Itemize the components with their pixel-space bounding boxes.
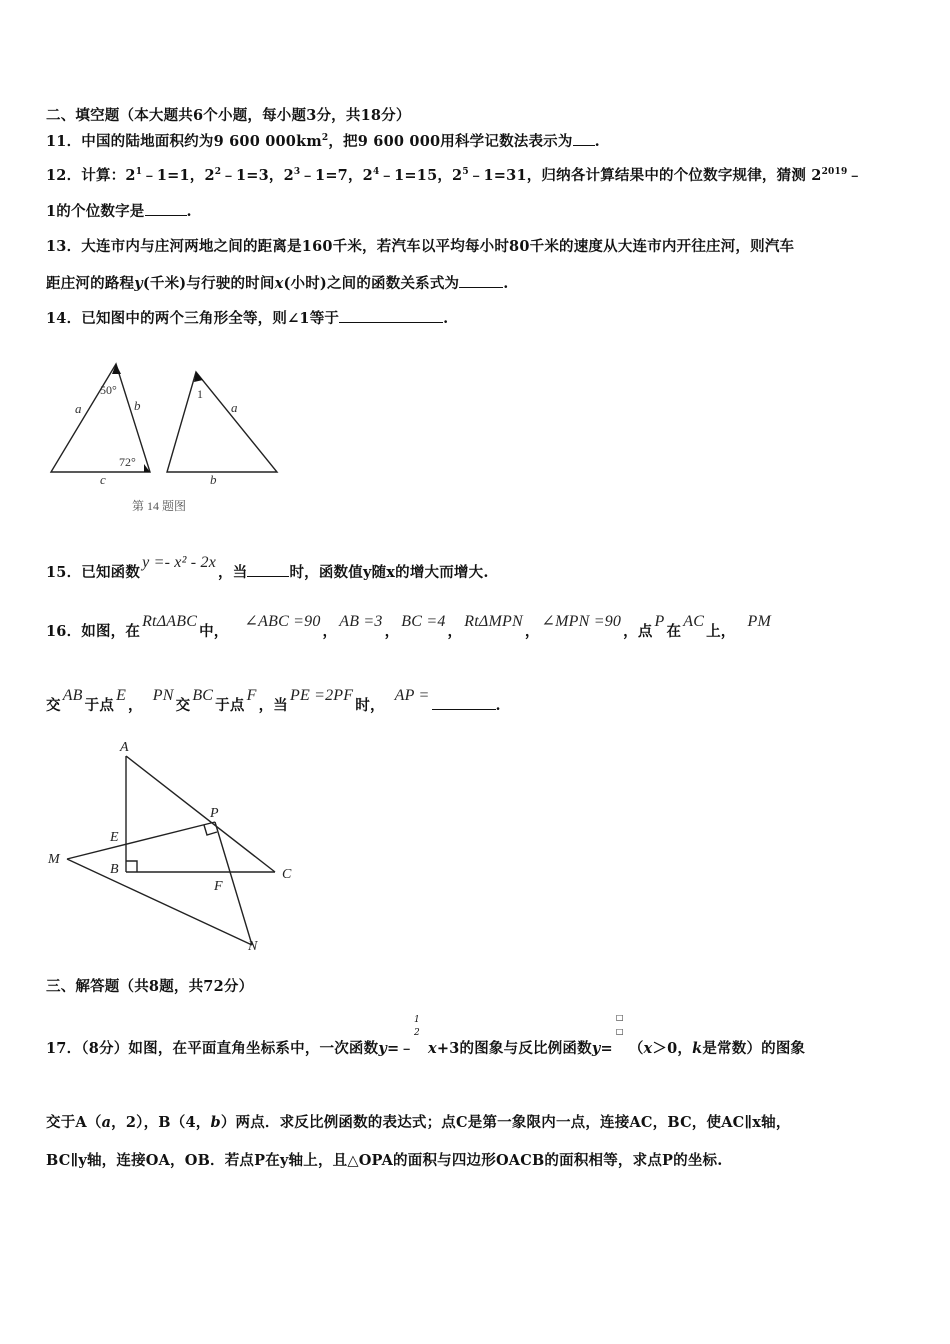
q16-text: 时，	[355, 697, 385, 714]
q15-lead: 15．已知函数	[46, 564, 141, 581]
q16-text: 于点	[84, 697, 115, 714]
q14-figure-caption: 第 14 题图	[132, 499, 187, 513]
q16-math: RtΔABC	[142, 613, 198, 630]
q16-text: 在	[666, 623, 682, 640]
q16-text: ，	[322, 623, 338, 640]
side-label-b: b	[134, 398, 141, 413]
q16-text: 于点	[215, 697, 245, 714]
point-label-c: C	[282, 867, 292, 882]
question-14	[46, 307, 448, 328]
q16-text: ，点	[623, 623, 653, 640]
q12-line2: 1的个位数字是	[46, 203, 145, 220]
q17-text: ＞0，	[652, 1040, 693, 1057]
q13-var-x: x	[274, 275, 284, 292]
q12-term: ﹣1=3，2	[221, 167, 294, 184]
q13-var-y: y	[134, 275, 143, 292]
point-label-p: P	[210, 806, 219, 821]
section-2-heading: 二、填空题（本大题共6个小题，每小题3分，共18分）	[46, 107, 411, 124]
q11-text-a: 11．中国的陆地面积约为9 600 000km	[46, 133, 322, 150]
q11-answer-blank[interactable]	[573, 133, 595, 146]
q17-text: 交于A（	[46, 1114, 102, 1131]
q16-figure	[40, 735, 310, 960]
q16-text: ，	[384, 623, 400, 640]
q16-math: ∠ABC =90	[244, 613, 321, 630]
q17-var: x	[643, 1040, 653, 1057]
side-label-b2: b	[210, 472, 217, 487]
point-label-f: F	[214, 879, 223, 894]
q17-text: =	[600, 1040, 613, 1057]
question-13: 13．大连市内与庄河两地之间的距离是160千米，若汽车以平均每小时80千米的速度从大连市内开往庄河，则汽车	[46, 238, 795, 255]
question-12-line-2	[46, 200, 192, 221]
question-16-line-2	[46, 687, 501, 715]
q12-term: ﹣1=1，2	[142, 167, 215, 184]
q11-text-b: ，把9 600 000用科学记数法表示为	[328, 133, 573, 150]
q16-math: ∠MPN =90	[541, 613, 622, 630]
q12-exp: 2	[214, 167, 222, 178]
right-angle-p	[204, 825, 217, 835]
q16-text: 交	[46, 697, 61, 714]
q16-math: PE =2PF	[289, 687, 354, 704]
q12-term: ﹣1=7，2	[300, 167, 373, 184]
q16-math: AC	[683, 613, 705, 630]
q17-text: 是常数）的图象	[702, 1040, 806, 1057]
q17-fraction-k	[613, 1013, 629, 1053]
angle-label-1: 1	[197, 387, 203, 401]
q17-fraction-half	[414, 1015, 428, 1053]
q16-math: PN	[152, 687, 174, 704]
q15-formula: y =- x² - 2x	[142, 554, 217, 571]
right-angle-b	[126, 861, 137, 872]
side-label-a2: a	[231, 400, 238, 415]
q16-text: 中，	[199, 623, 229, 640]
q16-text: ，当	[258, 697, 288, 714]
q12-term: ﹣1=31，归纳各计算结果中的个位数字规律，猜测 2	[468, 167, 822, 184]
question-16	[46, 613, 773, 641]
q13-text: (千米)与行驶的时间	[142, 275, 275, 292]
q16-text: ，	[128, 697, 143, 714]
q15-answer-blank[interactable]	[247, 564, 289, 577]
q17-var: y	[591, 1040, 601, 1057]
q12-exp: 1	[135, 167, 143, 178]
q17-text: ）两点．求反比例函数的表达式；点C是第一象限内一点，连接AC，BC，使AC∥x轴，	[220, 1114, 791, 1131]
q16-text: ，	[447, 623, 463, 640]
q17-text: （	[628, 1040, 644, 1057]
q12-end: .	[186, 203, 192, 220]
angle-label-50: 50°	[100, 383, 117, 397]
q17-text: =﹣	[386, 1040, 415, 1057]
q16-math: BC	[192, 687, 214, 704]
q11-end: .	[594, 133, 600, 150]
question-15	[46, 554, 489, 582]
q13-text: 距庄河的路程	[46, 275, 135, 292]
fraction-numerator: 1	[414, 1015, 420, 1025]
q12-term: 2	[125, 167, 136, 184]
q16-text: 16．如图，在	[46, 623, 141, 640]
q16-math: BC =4	[401, 613, 446, 630]
point-label-b: B	[110, 862, 119, 877]
segment-ac	[126, 756, 275, 872]
q12-exp: 5	[462, 167, 469, 178]
q16-math: AB	[62, 687, 83, 704]
q17-var: k	[692, 1040, 703, 1057]
q13-answer-blank[interactable]	[459, 275, 503, 288]
q13-text: (小时)之间的函数关系式为	[283, 275, 460, 292]
q13-end: .	[503, 275, 509, 292]
q16-math: RtΔMPN	[464, 613, 523, 630]
q16-answer-blank[interactable]	[432, 697, 496, 710]
triangle-right	[167, 372, 277, 472]
q16-text: ，	[524, 623, 540, 640]
question-17-line-3: BC∥y轴，连接OA，OB．若点P在y轴上，且△OPA的面积与四边形OACB的面积相等，求点P的坐标.	[46, 1152, 723, 1169]
q11-sup: 2	[321, 133, 329, 144]
fraction-denominator: 2	[414, 1028, 420, 1038]
q12-term: ﹣1=15，2	[379, 167, 463, 184]
segment-mp	[67, 822, 215, 859]
q14-figure	[40, 350, 300, 525]
q16-math: PM	[747, 613, 771, 630]
question-17-line-2	[46, 1111, 791, 1132]
side-label-c: c	[100, 472, 106, 487]
side-label-a: a	[75, 401, 82, 416]
question-13-line-2	[46, 272, 509, 293]
q12-exp: 4	[372, 167, 380, 178]
q17-text: +3的图象与反比例函数	[436, 1040, 592, 1057]
question-17	[46, 1013, 806, 1058]
q17-text: 17．（8分）如图，在平面直角坐标系中，一次函数	[46, 1040, 379, 1057]
q12-answer-blank[interactable]	[145, 203, 187, 216]
q17-var: a	[101, 1114, 112, 1131]
section-3-heading: 三、解答题（共8题，共72分）	[46, 978, 254, 995]
q12-term: ﹣	[847, 167, 863, 184]
question-11	[46, 130, 600, 151]
q16-math: AP =	[394, 687, 430, 704]
q12-exp: 3	[293, 167, 301, 178]
angle-label-72: 72°	[119, 455, 136, 469]
question-12	[46, 164, 862, 185]
point-label-n: N	[248, 939, 258, 954]
point-label-m: M	[48, 852, 60, 867]
q14-answer-blank[interactable]	[339, 310, 443, 323]
point-label-a: A	[120, 740, 129, 755]
q12-lead: 12．计算：	[46, 167, 126, 184]
q15-mid: ，当	[218, 564, 248, 581]
q16-math: E	[116, 687, 127, 704]
q16-math: F	[246, 687, 257, 704]
q16-end: .	[495, 697, 501, 714]
q17-var: y	[378, 1040, 387, 1057]
q16-math: AB =3	[339, 613, 383, 630]
point-label-e: E	[110, 830, 119, 845]
fraction-denominator: □	[615, 1027, 624, 1036]
q16-text: 交	[175, 697, 191, 714]
q16-text: 上，	[706, 623, 736, 640]
q12-exp: 2019	[821, 167, 848, 178]
q16-math: P	[654, 613, 665, 630]
q15-tail: 时，函数值y随x的增大而增大.	[289, 564, 489, 581]
q17-var: b	[210, 1114, 221, 1131]
q14-end: .	[443, 310, 449, 327]
q17-var: x	[428, 1040, 437, 1057]
fraction-numerator: □	[615, 1013, 624, 1022]
q17-text: ，2），B（4，	[111, 1114, 211, 1131]
q14-text: 14．已知图中的两个三角形全等，则∠1等于	[46, 310, 340, 327]
